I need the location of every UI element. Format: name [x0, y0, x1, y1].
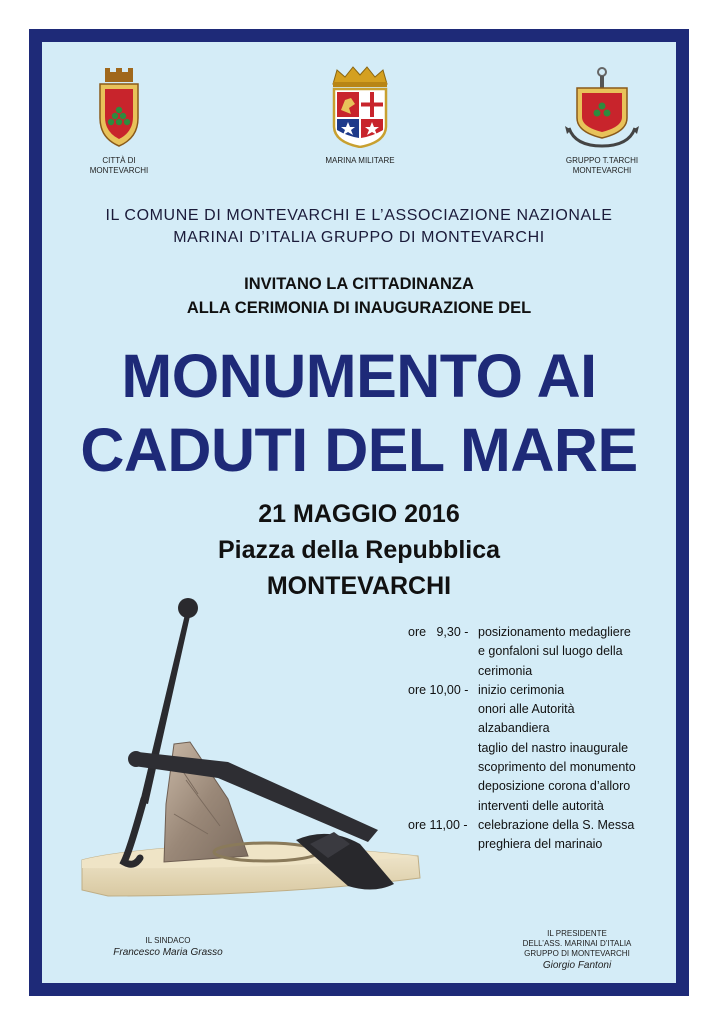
schedule-time: [408, 777, 478, 796]
schedule-row: [408, 835, 668, 854]
schedule-text: celebrazione della S. Messa: [478, 817, 635, 832]
signature-president: [502, 929, 652, 972]
anchor-monument-illustration: [78, 594, 428, 919]
schedule-time: [408, 700, 478, 719]
schedule-time: [408, 797, 478, 816]
schedule-time: ore 10,00 -: [408, 682, 469, 697]
schedule-row: [408, 700, 668, 719]
title-line-2: CADUTI DEL MARE: [80, 416, 638, 484]
schedule-row: [408, 662, 668, 681]
signature-mayor-name: Francesco Maria Grasso: [113, 947, 223, 958]
logo-caption-center-line1: MARINA MILITARE: [325, 156, 395, 165]
intro-line-1: IL COMUNE DI MONTEVARCHI E L’ASSOCIAZIONE NAZIONALE: [105, 207, 613, 224]
schedule-row: [408, 642, 668, 661]
logo-caption-left: [78, 156, 160, 176]
schedule-text: scoprimento del monumento: [478, 760, 636, 775]
schedule-time: [408, 835, 478, 854]
event-city: MONTEVARCHI: [266, 572, 452, 600]
schedule-text: deposizione corona d’alloro: [478, 779, 631, 794]
schedule-text: onori alle Autorità: [478, 702, 575, 717]
title-line-1: MONUMENTO AI: [121, 342, 597, 410]
invite-line-2: ALLA CERIMONIA DI INAUGURAZIONE DEL: [186, 299, 532, 317]
logo-caption-right-line1: GRUPPO T.TARCHI: [565, 156, 639, 165]
schedule-text: posizionamento medagliere: [478, 625, 631, 639]
schedule-text: e gonfaloni sul luogo della: [478, 644, 623, 659]
schedule-row: [408, 739, 668, 758]
signature-president-role-2: DELL’ASS. MARINAI D’ITALIA: [522, 939, 632, 948]
schedule-row: [408, 681, 668, 700]
signature-president-role-3: GRUPPO DI MONTEVARCHI: [524, 949, 630, 958]
schedule-text: cerimonia: [478, 663, 533, 678]
signature-president-name: Giorgio Fantoni: [542, 960, 612, 971]
schedule-text: taglio del nastro inaugurale: [478, 740, 629, 755]
schedule-time: [408, 642, 478, 661]
marina-militare-crest-icon: [327, 64, 393, 148]
intro-line-2: MARINAI D’ITALIA GRUPPO DI MONTEVARCHI: [173, 229, 545, 246]
schedule-time: [408, 739, 478, 758]
logo-caption-right-line2: MONTEVARCHI: [572, 166, 632, 175]
schedule-row: [408, 719, 668, 738]
invite-line-1: INVITANO LA CITTADINANZA: [244, 275, 474, 293]
signature-mayor-role: IL SINDACO: [145, 936, 191, 945]
schedule-row: [408, 777, 668, 796]
montevarchi-crest-icon: [94, 68, 144, 148]
logo-caption-left-line2: MONTEVARCHI: [89, 166, 149, 175]
schedule-time: [408, 719, 478, 738]
schedule-text: inizio cerimonia: [478, 682, 565, 697]
schedule-time: ore 9,30 -: [408, 625, 469, 639]
schedule: [408, 623, 668, 855]
schedule-time: [408, 662, 478, 681]
signature-mayor: [88, 936, 248, 959]
event-place: Piazza della Repubblica: [217, 536, 501, 564]
schedule-row: [408, 816, 668, 835]
signature-president-role-1: IL PRESIDENTE: [547, 929, 607, 938]
schedule-row: [408, 797, 668, 816]
schedule-text: preghiera del marinaio: [478, 837, 603, 852]
schedule-row: [408, 623, 668, 642]
schedule-time: [408, 758, 478, 777]
logo-caption-left-line1: CITTÀ DI: [102, 156, 136, 165]
schedule-text: alzabandiera: [478, 721, 550, 736]
poster: [29, 29, 689, 996]
logo-caption-right: [552, 156, 652, 176]
event-date: 21 MAGGIO 2016: [258, 500, 460, 528]
gruppo-tarchi-anchor-crest-icon: [563, 66, 641, 150]
schedule-row: [408, 758, 668, 777]
logo-caption-center: [310, 156, 410, 166]
schedule-text: interventi delle autorità: [478, 798, 604, 813]
schedule-time: ore 11,00 -: [408, 817, 468, 832]
